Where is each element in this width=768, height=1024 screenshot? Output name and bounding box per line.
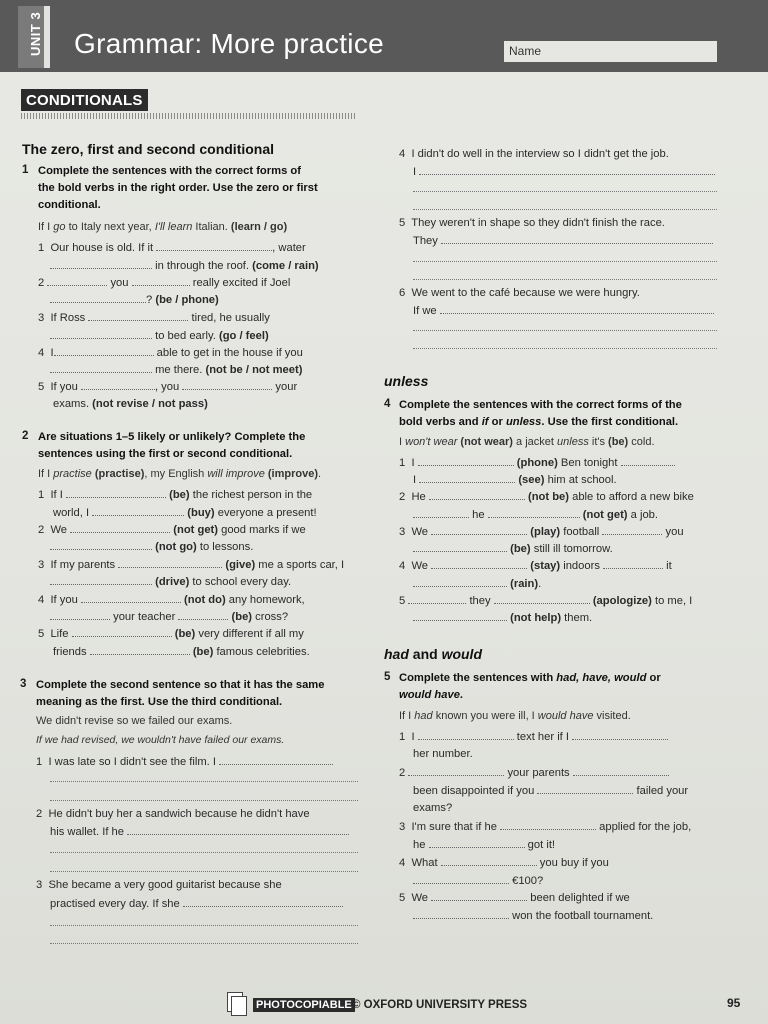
ex5-item-2-line2[interactable]: been disappointed if you failed your <box>413 785 689 797</box>
ex4-item-4-line1[interactable]: 4 We (stay) indoors it <box>399 560 672 572</box>
ex4-item-1-line2[interactable]: I (see) him at school. <box>413 474 617 486</box>
exercise-2-number: 2 <box>22 430 29 442</box>
ex2-item-2-line1[interactable]: 2 We (not get) good marks if we <box>38 524 306 536</box>
ex3-item-1-line1[interactable]: 1 I was late so I didn't see the film. I <box>36 755 333 768</box>
ex5-item-2-line3[interactable]: exams? <box>413 802 453 814</box>
ex5-item-3-line2[interactable]: he got it! <box>413 839 556 851</box>
ex3-item-6-answer-line[interactable] <box>413 330 717 331</box>
exercise-4-example: I won't wear (not wear) a jacket unless it's (be) cold. <box>399 436 655 448</box>
exercise-4-number: 4 <box>384 398 391 410</box>
ex2-item-4-line2[interactable]: your teacher (be) cross? <box>50 610 288 623</box>
ex3-item-3-line1[interactable]: 3 She became a very good guitarist because she <box>36 879 282 891</box>
ex1-item-2-line1[interactable]: 2 you really excited if Joel <box>38 277 291 289</box>
ex5-item-5-line1[interactable]: 5 We been delighted if we <box>399 892 630 904</box>
ex3-item-3-answer-line[interactable] <box>50 925 358 926</box>
name-label: Name <box>509 44 542 58</box>
ex3-item-5-answer-line[interactable] <box>413 261 717 262</box>
ex3-item-3-line2[interactable]: practised every day. If she <box>50 897 343 910</box>
ex4-item-2-line2[interactable]: he (not get) a job. <box>413 508 658 521</box>
ex2-item-4-line1[interactable]: 4 If you (not do) any homework, <box>38 594 305 606</box>
page-title: Grammar: More practice <box>74 28 384 59</box>
ex3-item-3-answer-line[interactable] <box>50 943 358 944</box>
ex3-item-4-line2[interactable]: I <box>413 165 715 178</box>
ex3-item-6-line1[interactable]: 6 We went to the café because we were hungry. <box>399 287 640 299</box>
ex5-item-5-line2[interactable]: won the football tournament. <box>413 909 653 922</box>
ex3-item-4-answer-line[interactable] <box>413 191 717 192</box>
unit-tab <box>18 6 50 68</box>
ex4-item-4-line2[interactable]: (rain). <box>413 577 541 590</box>
ex1-item-4-line1[interactable]: 4 I able to get in the house if you <box>38 347 303 359</box>
ex3-item-2-answer-line[interactable] <box>50 871 358 872</box>
exercise-4-instruction: Complete the sentences with the correct forms of the bold verbs and if or unless. Use the first conditional. <box>399 399 682 428</box>
ex4-item-3-line1[interactable]: 3 We (play) football you <box>399 526 684 538</box>
ex1-item-1-line2[interactable]: in through the roof. (come / rain) <box>50 259 319 272</box>
ex1-item-3-line1[interactable]: 3 If Ross tired, he usually <box>38 312 270 324</box>
ex2-item-3-line1[interactable]: 3 If my parents (give) me a sports car, I <box>38 559 345 571</box>
ex2-item-1-line1[interactable]: 1 If I (be) the richest person in the <box>38 489 313 501</box>
exercise-2-example: If I practise (practise), my English will improve (improve). <box>38 468 322 480</box>
exercise-1-instruction: Complete the sentences with the correct forms of the bold verbs in the right order. Use the zero or first conditional. <box>38 165 318 211</box>
ex1-item-4-line2[interactable]: me there. (not be / not meet) <box>50 363 302 376</box>
ex3-item-5-line1[interactable]: 5 They weren't in shape so they didn't finish the race. <box>399 217 665 229</box>
ex5-item-4-line1[interactable]: 4 What you buy if you <box>399 857 609 869</box>
exercise-3-instruction: Complete the second sentence so that it has the same meaning as the first. Use the third conditional. <box>36 679 325 708</box>
ex3-item-1-answer-line[interactable] <box>50 781 358 782</box>
section-title-had-would: had and would <box>384 646 482 662</box>
ex3-item-2-line1[interactable]: 2 He didn't buy her a sandwich because he didn't have <box>36 808 310 820</box>
ex1-item-5-line2[interactable]: exams. (not revise / not pass) <box>53 398 208 410</box>
ex1-item-1-line1[interactable]: 1 Our house is old. If it , water <box>38 242 306 254</box>
ex3-item-2-line2[interactable]: his wallet. If he <box>50 825 349 838</box>
ex2-item-5-line1[interactable]: 5 Life (be) very different if all my <box>38 628 304 640</box>
ex5-item-1-line2[interactable]: her number. <box>413 748 473 760</box>
header-bar <box>0 0 768 72</box>
name-field[interactable] <box>504 41 717 62</box>
exercise-2-instruction: Are situations 1–5 likely or unlikely? Complete the sentences using the first or second conditional. <box>38 431 306 460</box>
ex2-item-1-line2[interactable]: world, I (buy) everyone a present! <box>53 507 317 519</box>
ex4-item-5-line2[interactable]: (not help) them. <box>413 611 592 624</box>
ex4-item-3-line2[interactable]: (be) still ill tomorrow. <box>413 542 613 555</box>
exercise-1-number: 1 <box>22 164 29 176</box>
ex1-item-5-line1[interactable]: 5 If you , you your <box>38 381 298 393</box>
exercise-3-number: 3 <box>20 678 27 690</box>
exercise-5-number: 5 <box>384 671 391 683</box>
ex2-item-2-line2[interactable]: (not go) to lessons. <box>50 540 253 553</box>
section-title-unless: unless <box>384 373 429 389</box>
unit-label: UNIT 3 <box>28 11 43 56</box>
ex3-item-5-line2[interactable]: They <box>413 234 713 247</box>
ex4-item-2-line1[interactable]: 2 He (not be) able to afford a new bike <box>399 491 694 503</box>
ex3-item-6-line2[interactable]: If we <box>413 304 714 317</box>
section-title-conditionals: The zero, first and second conditional <box>22 141 275 157</box>
ex3-item-5-answer-line[interactable] <box>413 279 717 280</box>
ex2-item-3-line2[interactable]: (drive) to school every day. <box>50 575 291 588</box>
banner-rule <box>21 113 357 119</box>
ex5-item-2-line1[interactable]: 2 your parents <box>399 766 669 779</box>
ex3-item-2-answer-line[interactable] <box>50 852 358 853</box>
ex5-item-3-line1[interactable]: 3 I'm sure that if he applied for the job, <box>399 821 692 833</box>
exercise-3-example-1: We didn't revise so we failed our exams. <box>36 715 233 727</box>
exercise-5-example: If I had known you were ill, I would have visited. <box>399 710 631 722</box>
ex5-item-1-line1[interactable]: 1 I text her if I <box>399 730 668 743</box>
ex4-item-1-line1[interactable]: 1 I (phone) Ben tonight <box>399 456 675 469</box>
conditionals-banner: CONDITIONALS <box>21 89 148 111</box>
publisher-credit: © OXFORD UNIVERSITY PRESS <box>352 999 528 1011</box>
ex5-item-4-line2[interactable]: €100? <box>413 874 543 887</box>
ex3-item-4-line1[interactable]: 4 I didn't do well in the interview so I didn't get the job. <box>399 148 669 160</box>
exercise-1-example: If I go to Italy next year, I'll learn Italian. (learn / go) <box>38 221 288 233</box>
ex3-item-6-answer-line[interactable] <box>413 348 717 349</box>
ex2-item-5-line2[interactable]: friends (be) famous celebrities. <box>53 646 310 658</box>
page-number: 95 <box>727 996 741 1010</box>
photocopiable-badge: PHOTOCOPIABLE <box>253 998 355 1012</box>
exercise-5-instruction: Complete the sentences with had, have, would or would have. <box>399 672 661 701</box>
ex1-item-3-line2[interactable]: to bed early. (go / feel) <box>50 329 269 342</box>
exercise-3-example-2: If we had revised, we wouldn't have failed our exams. <box>36 734 285 746</box>
ex1-item-2-line2[interactable]: ? (be / phone) <box>50 293 219 306</box>
ex3-item-4-answer-line[interactable] <box>413 209 717 210</box>
photocopy-icon <box>227 992 243 1012</box>
ex3-item-1-answer-line[interactable] <box>50 800 358 801</box>
ex4-item-5-line1[interactable]: 5 they (apologize) to me, I <box>399 595 693 607</box>
